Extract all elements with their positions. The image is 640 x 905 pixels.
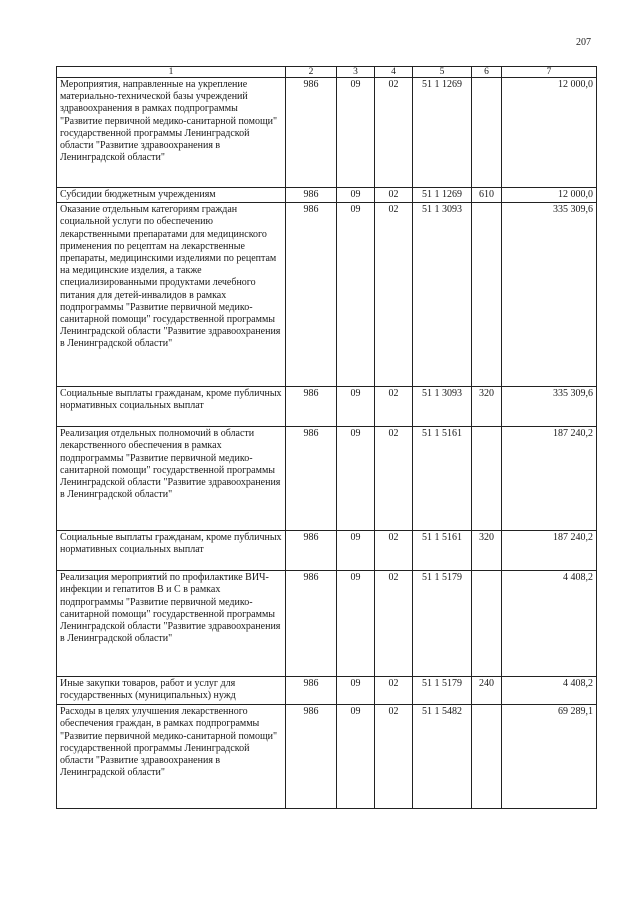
- header-col-3: 3: [337, 67, 375, 78]
- row-ministry-code: 986: [286, 78, 337, 188]
- row-amount: 69 289,1: [502, 705, 597, 809]
- table-row: [57, 705, 597, 809]
- header-col-2: 2: [286, 67, 337, 78]
- row-ministry-code: 986: [286, 705, 337, 809]
- table-row: [57, 571, 597, 677]
- row-section-code: 09: [337, 427, 375, 531]
- row-description: Расходы в целях улучшения лекарственного обеспечения граждан, в рамках подпрограммы "Развитие первичной медико-санитарной помощи" государственной программы Ленинградской области "Развитие здравоохранения в Ленинградской области": [57, 705, 286, 809]
- row-amount: 12 000,0: [502, 78, 597, 188]
- table-row: [57, 203, 597, 387]
- row-target-code: 51 1 5179: [413, 571, 472, 677]
- row-amount: 4 408,2: [502, 571, 597, 677]
- row-subsection-code: 02: [375, 531, 413, 571]
- row-target-code: 51 1 5161: [413, 427, 472, 531]
- row-section-code: 09: [337, 531, 375, 571]
- row-expense-type: [472, 427, 502, 531]
- row-amount: 335 309,6: [502, 203, 597, 387]
- row-ministry-code: 986: [286, 188, 337, 203]
- row-target-code: 51 1 1269: [413, 188, 472, 203]
- row-expense-type: 320: [472, 387, 502, 427]
- row-ministry-code: 986: [286, 203, 337, 387]
- table-row: [57, 78, 597, 188]
- table-row: [57, 531, 597, 571]
- row-amount: 335 309,6: [502, 387, 597, 427]
- row-expense-type: [472, 705, 502, 809]
- row-amount: 12 000,0: [502, 188, 597, 203]
- table-header-row: [57, 67, 597, 78]
- header-col-6: 6: [472, 67, 502, 78]
- row-expense-type: 240: [472, 677, 502, 705]
- row-subsection-code: 02: [375, 78, 413, 188]
- header-col-7: 7: [502, 67, 597, 78]
- header-col-5: 5: [413, 67, 472, 78]
- row-expense-type: [472, 203, 502, 387]
- row-description: Оказание отдельным категориям граждан социальной услуги по обеспечению лекарственными препаратами для медицинского применения по рецептам на лекарственные препараты, медицинскими изделиями по рецептам на медицинские изделия, а также специализированными продуктами лечебного питания для детей-инвалидов в рамках подпрограммы "Развитие первичной медико-санитарной помощи" государственной программы Ленинградской области "Развитие здравоохранения в Ленинградской области": [57, 203, 286, 387]
- row-description: Социальные выплаты гражданам, кроме публичных нормативных социальных выплат: [57, 531, 286, 571]
- row-expense-type: [472, 78, 502, 188]
- row-description: Субсидии бюджетным учреждениям: [57, 188, 286, 203]
- row-description: Реализация мероприятий по профилактике ВИЧ-инфекции и гепатитов В и С в рамках подпрограммы "Развитие первичной медико-санитарной помощи" государственной программы Ленинградской области "Развитие здравоохранения в Ленинградской области": [57, 571, 286, 677]
- row-amount: 4 408,2: [502, 677, 597, 705]
- row-subsection-code: 02: [375, 427, 413, 531]
- row-expense-type: [472, 571, 502, 677]
- row-section-code: 09: [337, 705, 375, 809]
- header-col-4: 4: [375, 67, 413, 78]
- row-target-code: 51 1 5161: [413, 531, 472, 571]
- table-row: [57, 188, 597, 203]
- row-section-code: 09: [337, 387, 375, 427]
- row-ministry-code: 986: [286, 677, 337, 705]
- row-subsection-code: 02: [375, 705, 413, 809]
- budget-table: [56, 66, 597, 809]
- row-description: Мероприятия, направленные на укрепление материально-технической базы учреждений здравоохранения в рамках подпрограммы "Развитие первичной медико-санитарной помощи" государственной программы Ленинградской области "Развитие здравоохранения в Ленинградской области": [57, 78, 286, 188]
- row-subsection-code: 02: [375, 387, 413, 427]
- row-target-code: 51 1 3093: [413, 203, 472, 387]
- table-row: [57, 427, 597, 531]
- header-col-1: 1: [57, 67, 286, 78]
- row-target-code: 51 1 1269: [413, 78, 472, 188]
- row-target-code: 51 1 3093: [413, 387, 472, 427]
- row-section-code: 09: [337, 78, 375, 188]
- row-section-code: 09: [337, 571, 375, 677]
- row-ministry-code: 986: [286, 531, 337, 571]
- row-description: Социальные выплаты гражданам, кроме публичных нормативных социальных выплат: [57, 387, 286, 427]
- row-subsection-code: 02: [375, 571, 413, 677]
- row-expense-type: 320: [472, 531, 502, 571]
- row-target-code: 51 1 5482: [413, 705, 472, 809]
- row-ministry-code: 986: [286, 427, 337, 531]
- row-description: Иные закупки товаров, работ и услуг для государственных (муниципальных) нужд: [57, 677, 286, 705]
- row-subsection-code: 02: [375, 188, 413, 203]
- table-row: [57, 387, 597, 427]
- row-section-code: 09: [337, 188, 375, 203]
- table-row: [57, 677, 597, 705]
- page-number: 207: [576, 37, 591, 48]
- row-amount: 187 240,2: [502, 427, 597, 531]
- row-section-code: 09: [337, 203, 375, 387]
- row-ministry-code: 986: [286, 571, 337, 677]
- row-expense-type: 610: [472, 188, 502, 203]
- row-target-code: 51 1 5179: [413, 677, 472, 705]
- row-description: Реализация отдельных полномочий в области лекарственного обеспечения в рамках подпрограммы "Развитие первичной медико-санитарной помощи" государственной программы Ленинградской области "Развитие здравоохранения в Ленинградской области": [57, 427, 286, 531]
- row-section-code: 09: [337, 677, 375, 705]
- row-amount: 187 240,2: [502, 531, 597, 571]
- row-subsection-code: 02: [375, 677, 413, 705]
- row-subsection-code: 02: [375, 203, 413, 387]
- row-ministry-code: 986: [286, 387, 337, 427]
